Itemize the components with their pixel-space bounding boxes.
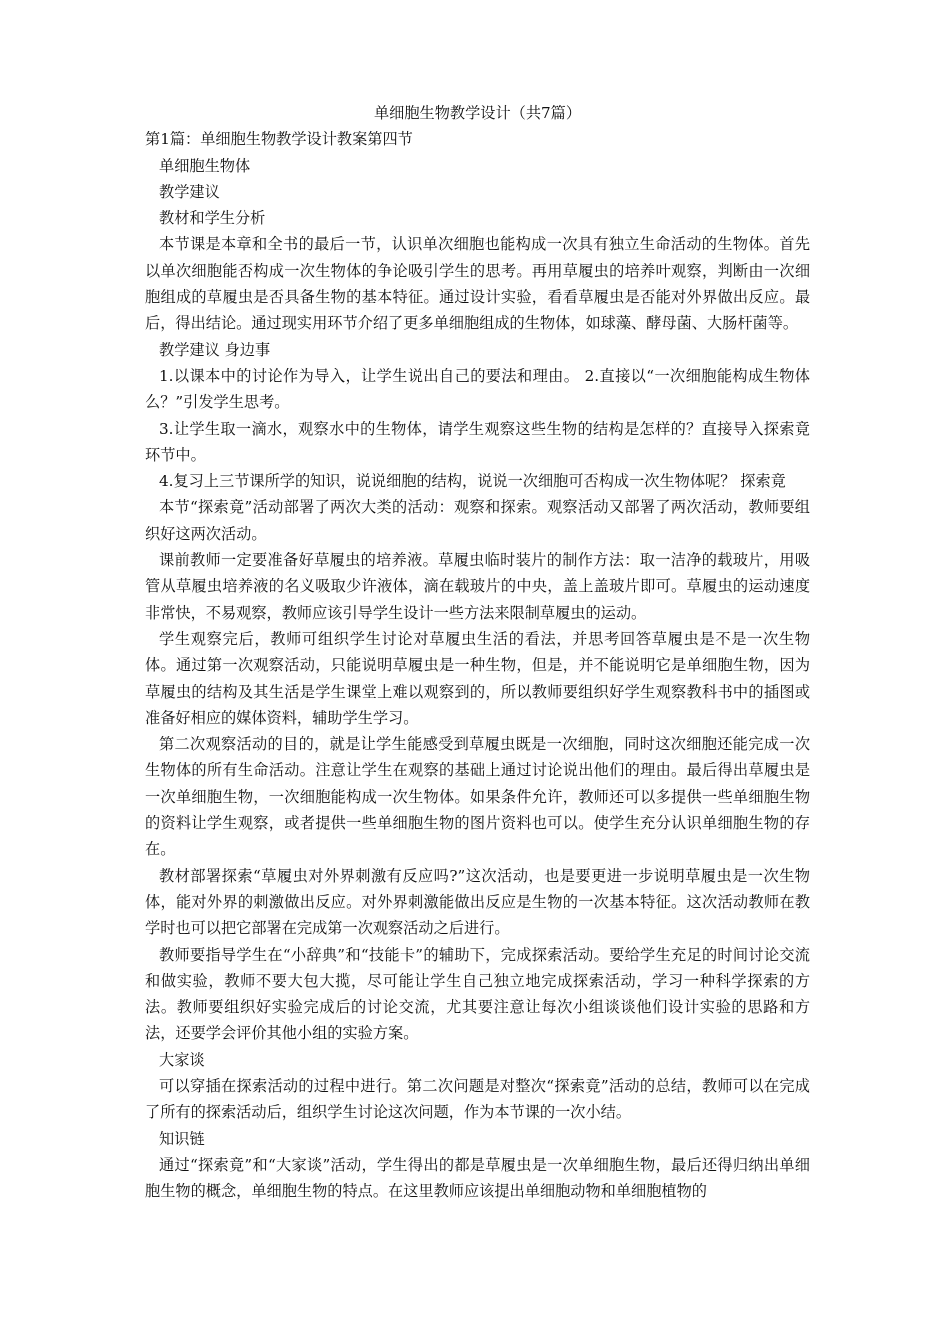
section-heading: 单细胞生物体 — [159, 156, 251, 175]
paragraph: 课前教师一定要准备好草履虫的培养液。草履虫临时装片的制作方法：取一洁净的载玻片，用吸管从草履虫培养液的名义吸取少许液体，滴在载玻片的中央，盖上盖玻片即可。草履虫的运动速度非常快，不易观察，教师应该引导学生设计一些方法来限制草履虫的运动。 — [145, 551, 810, 622]
paragraph: 本节课是本章和全书的最后一节，认识单次细胞也能构成一次具有独立生命活动的生物体。首先以单次细胞能否构成一次生物体的争论吸引学生的思考。再用草履虫的培养叶观察，判断由一次细胞组成的草履虫是否具备生物的基本特征。通过设计实验，看看草履虫是否能对外界做出反应。最后，得出结论。通过现实用环节介绍了更多单细胞组成的生物体，如球藻、酵母菌、大肠杆菌等。 — [145, 235, 810, 333]
section-heading: 教学建议 — [159, 182, 220, 201]
paragraph: 第二次观察活动的目的，就是让学生能感受到草履虫既是一次细胞，同时这次细胞还能完成一次生物体的所有生命活动。注意让学生在观察的基础上通过讨论说出他们的理由。最后得出草履虫是一次单细胞生物，一次细胞能构成一次生物体。如果条件允许，教师还可以多提供一些单细胞生物的资料让学生观察，或者提供一些单细胞生物的图片资料也可以。使学生充分认识单细胞生物的存在。 — [145, 735, 810, 859]
paragraph: 3.让学生取一滴水，观察水中的生物体，请学生观察这些生物的结构是怎样的？直接导入探索竟环节中。 — [145, 419, 810, 464]
section-heading: 教材和学生分析 — [159, 209, 266, 228]
section-heading: 大家谈 — [159, 1050, 205, 1069]
paragraph: 可以穿插在探索活动的过程中进行。第二次问题是对整次“探索竟”活动的总结，教师可以在完成了所有的探索活动后，组织学生讨论这次问题，作为本节课的一次小结。 — [145, 1076, 810, 1122]
paragraph: 教师要指导学生在“小辞典”和“技能卡”的辅助下，完成探索活动。要给学生充足的时间讨论交流和做实验，教师不要大包大揽，尽可能让学生自己独立地完成探索活动，学习一种科学探索的方法。教师要组织好实验完成后的讨论交流，尤其要注意让每次小组谈谈他们设计实验的思路和方法，还要学会评价其他小组的实验方案。 — [145, 945, 810, 1043]
paragraph: 1.以课本中的讨论作为导入，让学生说出自己的要法和理由。 2.直接以“一次细胞能构成生物体么？”引发学生思考。 — [145, 366, 810, 412]
section-heading: 教学建议 身边事 — [159, 340, 271, 359]
chapter-heading: 第1篇：单细胞生物教学设计教案第四节 — [145, 130, 413, 149]
paragraph: 教材部署探索“草履虫对外界刺激有反应吗?”这次活动，也是要更进一步说明草履虫是一次生物体，能对外界的刺激做出反应。对外界刺激能做出反应是生物的一次基本特征。这次活动教师在教学时也可以把它部署在完成第一次观察活动之后进行。 — [145, 866, 810, 938]
document-title: 单细胞生物教学设计（共7篇） — [373, 104, 582, 122]
document-page — [145, 100, 810, 1204]
paragraph: 学生观察完后，教师可组织学生讨论对草履虫生活的看法，并思考回答草履虫是不是一次生物体。通过第一次观察活动，只能说明草履虫是一种生物，但是，并不能说明它是单细胞生物，因为草履虫的结构及其生活是学生课堂上难以观察到的，所以教师要组织好学生观察教科书中的插图或准备好相应的媒体资料，辅助学生学习。 — [145, 629, 810, 727]
paragraph: 本节“探索竟”活动部署了两次大类的活动：观察和探索。观察活动又部署了两次活动，教师要组织好这两次活动。 — [145, 498, 810, 543]
paragraph: 4.复习上三节课所学的知识，说说细胞的结构，说说一次细胞可否构成一次生物体呢？ 探索竟 — [159, 472, 786, 491]
paragraph: 通过“探索竟”和“大家谈”活动，学生得出的都是草履虫是一次单细胞生物，最后还得归纳出单细胞生物的概念，单细胞生物的特点。在这里教师应该提出单细胞动物和单细胞植物的 — [145, 1155, 810, 1201]
section-heading: 知识链 — [159, 1129, 205, 1148]
